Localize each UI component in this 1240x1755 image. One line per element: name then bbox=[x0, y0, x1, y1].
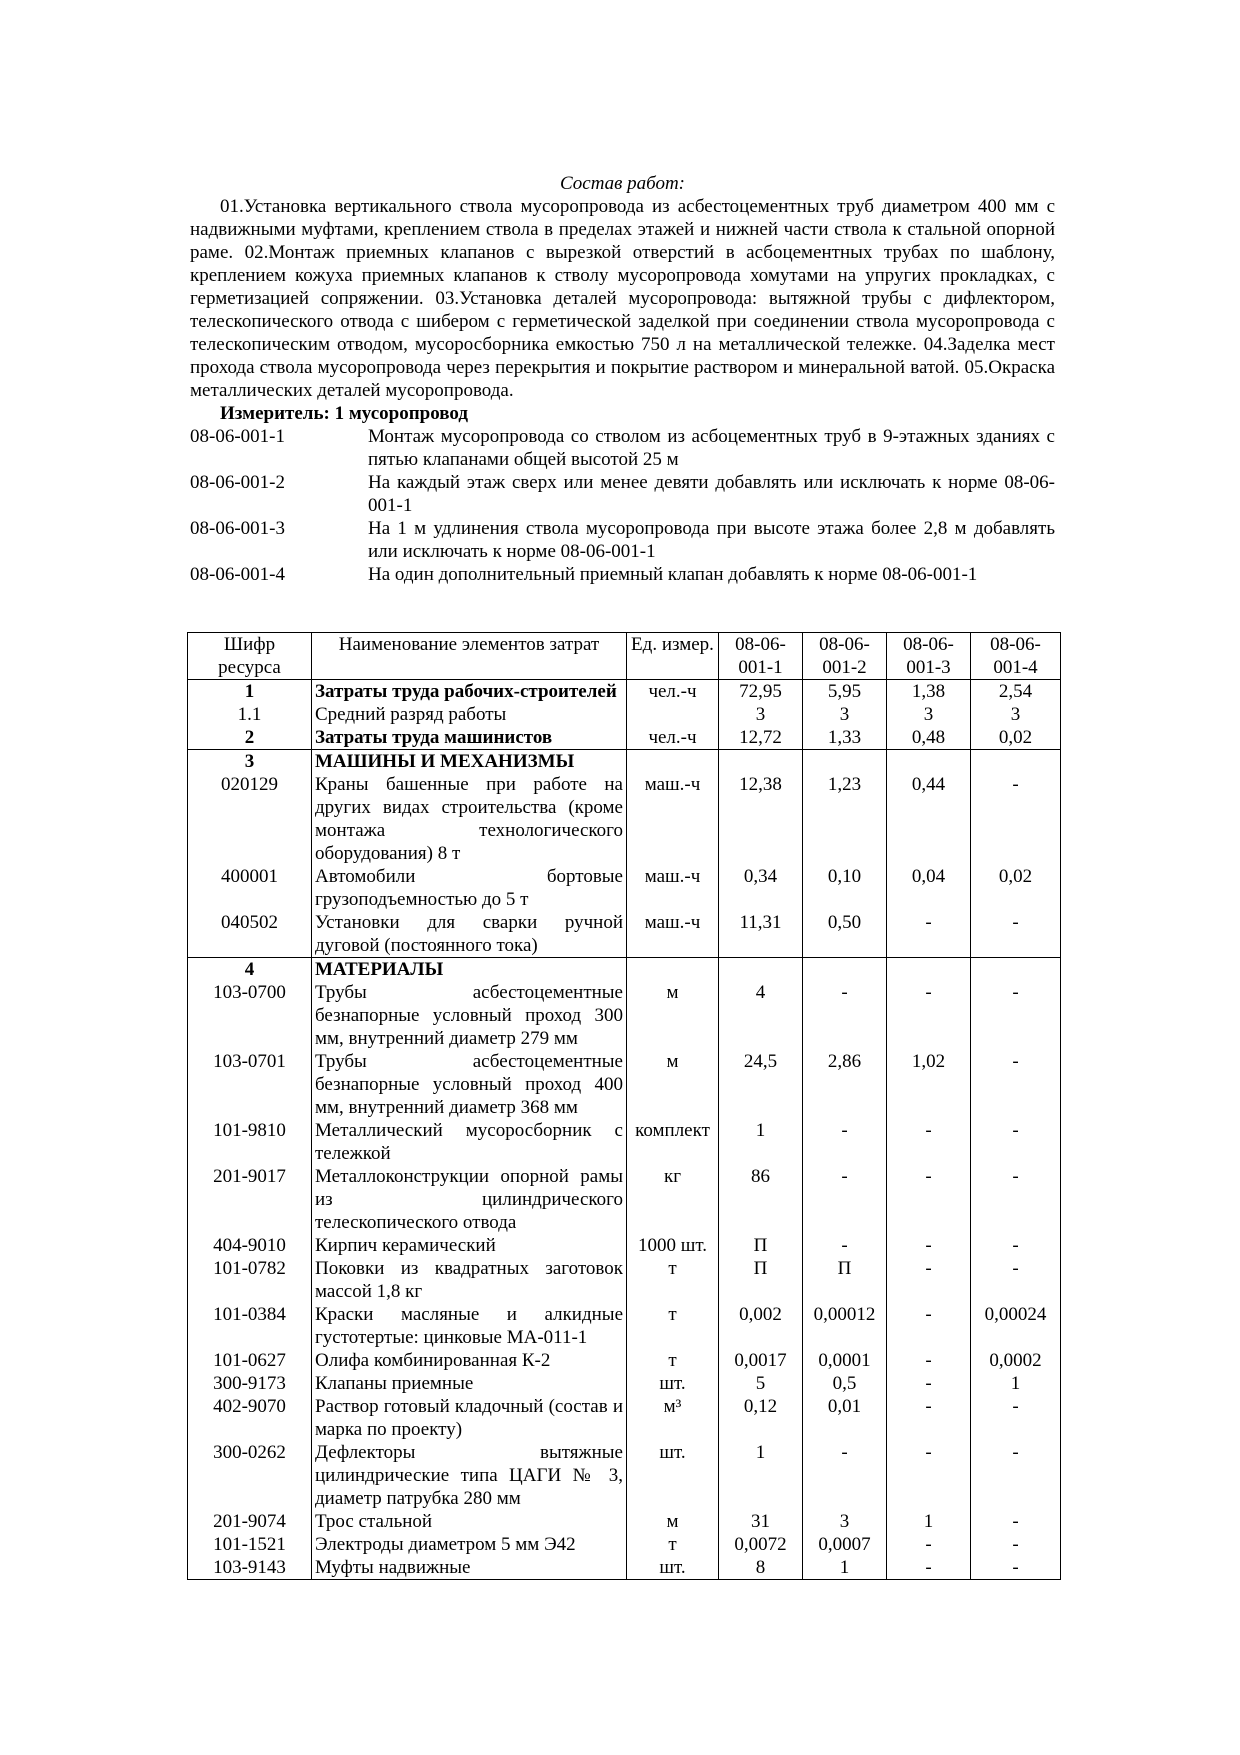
row-code: 3 bbox=[188, 750, 312, 774]
row-value-norm-1: 0,12 bbox=[719, 1395, 803, 1441]
row-value-norm-4: - bbox=[971, 1395, 1061, 1441]
row-name: Автомобили бортовые грузоподъемностью до 5 т bbox=[312, 865, 627, 911]
row-code: 101-0627 bbox=[188, 1349, 312, 1372]
table-header-row bbox=[188, 633, 1061, 680]
row-code: 404-9010 bbox=[188, 1234, 312, 1257]
norm-code: 08-06-001-4 bbox=[190, 564, 285, 585]
row-code: 103-0701 bbox=[188, 1050, 312, 1119]
row-code: 1.1 bbox=[188, 703, 312, 726]
row-value-norm-4: - bbox=[971, 1510, 1061, 1533]
row-name: Затраты труда рабочих-строителей bbox=[312, 680, 627, 704]
row-value-norm-2: 0,0007 bbox=[803, 1533, 887, 1556]
row-value-norm-4: - bbox=[971, 1441, 1061, 1510]
row-value-norm-1: 4 bbox=[719, 981, 803, 1050]
row-value-norm-1: 5 bbox=[719, 1372, 803, 1395]
norm-item bbox=[190, 425, 1055, 471]
resources-table bbox=[187, 632, 1061, 1580]
row-value-norm-1: 12,38 bbox=[719, 773, 803, 865]
row-name: Олифа комбинированная К-2 bbox=[312, 1349, 627, 1372]
row-value-norm-4: - bbox=[971, 1257, 1061, 1303]
table-row bbox=[188, 1441, 1061, 1510]
row-value-norm-3: - bbox=[887, 1234, 971, 1257]
row-value-norm-2: 0,50 bbox=[803, 911, 887, 958]
row-code: 1 bbox=[188, 680, 312, 704]
row-unit: маш.-ч bbox=[627, 773, 719, 865]
row-value-norm-2: 0,0001 bbox=[803, 1349, 887, 1372]
row-value-norm-1: П bbox=[719, 1234, 803, 1257]
row-value-norm-3: - bbox=[887, 1165, 971, 1234]
row-value-norm-3 bbox=[887, 958, 971, 982]
row-value-norm-3: - bbox=[887, 1349, 971, 1372]
row-value-norm-1 bbox=[719, 958, 803, 982]
row-code: 101-9810 bbox=[188, 1119, 312, 1165]
row-name: Краски масляные и алкидные густотертые: цинковые МА-011-1 bbox=[312, 1303, 627, 1349]
section-heading: Состав работ: bbox=[559, 173, 686, 194]
row-value-norm-2: 0,10 bbox=[803, 865, 887, 911]
table-row bbox=[188, 1050, 1061, 1119]
norm-text: На каждый этаж сверх или менее девяти добавлять или исключать к норме 08-06-001-1 bbox=[368, 472, 1055, 516]
row-code: 020129 bbox=[188, 773, 312, 865]
row-code: 300-0262 bbox=[188, 1441, 312, 1510]
row-value-norm-4: 0,0002 bbox=[971, 1349, 1061, 1372]
row-value-norm-1: 11,31 bbox=[719, 911, 803, 958]
table-row bbox=[188, 1234, 1061, 1257]
row-unit: м³ bbox=[627, 1395, 719, 1441]
row-unit bbox=[627, 703, 719, 726]
row-name: Трубы асбестоцементные безнапорные условный проход 300 мм, внутренний диаметр 279 мм bbox=[312, 981, 627, 1050]
row-value-norm-4 bbox=[971, 958, 1061, 982]
norm-code: 08-06-001-3 bbox=[190, 518, 285, 539]
row-value-norm-2: 3 bbox=[803, 1510, 887, 1533]
row-value-norm-2: 0,5 bbox=[803, 1372, 887, 1395]
row-value-norm-3: 1,02 bbox=[887, 1050, 971, 1119]
table-row bbox=[188, 1372, 1061, 1395]
row-value-norm-3 bbox=[887, 750, 971, 774]
row-name: Клапаны приемные bbox=[312, 1372, 627, 1395]
row-name: Дефлекторы вытяжные цилиндрические типа ЦАГИ № 3, диаметр патрубка 280 мм bbox=[312, 1441, 627, 1510]
row-value-norm-3: - bbox=[887, 1119, 971, 1165]
row-value-norm-4: - bbox=[971, 773, 1061, 865]
row-value-norm-1: 0,002 bbox=[719, 1303, 803, 1349]
table-row bbox=[188, 1165, 1061, 1234]
row-value-norm-4: - bbox=[971, 1165, 1061, 1234]
header-norm-4: 08-06-001-4 bbox=[971, 633, 1061, 680]
row-value-norm-3: 0,44 bbox=[887, 773, 971, 865]
row-value-norm-1: 0,34 bbox=[719, 865, 803, 911]
row-value-norm-2: 0,00012 bbox=[803, 1303, 887, 1349]
row-value-norm-2: П bbox=[803, 1257, 887, 1303]
row-name: МАТЕРИАЛЫ bbox=[312, 958, 627, 982]
header-code: Шифр ресурса bbox=[188, 633, 312, 680]
row-code: 103-0700 bbox=[188, 981, 312, 1050]
row-value-norm-4: 2,54 bbox=[971, 680, 1061, 704]
table-row bbox=[188, 1303, 1061, 1349]
row-value-norm-3: 0,04 bbox=[887, 865, 971, 911]
row-value-norm-4: - bbox=[971, 1533, 1061, 1556]
row-code: 103-9143 bbox=[188, 1556, 312, 1580]
row-name: Средний разряд работы bbox=[312, 703, 627, 726]
row-value-norm-1: 8 bbox=[719, 1556, 803, 1580]
row-code: 040502 bbox=[188, 911, 312, 958]
table-row bbox=[188, 981, 1061, 1050]
row-unit bbox=[627, 958, 719, 982]
norm-code: 08-06-001-1 bbox=[190, 426, 285, 447]
row-unit: маш.-ч bbox=[627, 865, 719, 911]
row-value-norm-3: - bbox=[887, 1533, 971, 1556]
row-value-norm-2: - bbox=[803, 1234, 887, 1257]
row-value-norm-2: 5,95 bbox=[803, 680, 887, 704]
row-unit: комплект bbox=[627, 1119, 719, 1165]
row-value-norm-1: 72,95 bbox=[719, 680, 803, 704]
row-value-norm-3: 1 bbox=[887, 1510, 971, 1533]
row-code: 201-9074 bbox=[188, 1510, 312, 1533]
header-norm-2: 08-06-001-2 bbox=[803, 633, 887, 680]
row-name: Поковки из квадратных заготовок массой 1,8 кг bbox=[312, 1257, 627, 1303]
row-code: 402-9070 bbox=[188, 1395, 312, 1441]
row-value-norm-1: 0,0072 bbox=[719, 1533, 803, 1556]
row-name: Затраты труда машинистов bbox=[312, 726, 627, 750]
row-name: Металлоконструкции опорной рамы из цилиндрического телескопического отвода bbox=[312, 1165, 627, 1234]
norm-item bbox=[190, 517, 1055, 563]
row-value-norm-4: 0,02 bbox=[971, 865, 1061, 911]
row-unit: т bbox=[627, 1303, 719, 1349]
work-description: 01.Установка вертикального ствола мусоропровода из асбестоцементных труб диаметром 400 мм с надвижными муфтами, креплением ствола в пределах этажей и нижней части ствола к стальной опорной раме. 02.Монтаж приемных клапанов с вырезкой отверстий в асбоцементных трубах по шаблону, креплением кожуха приемных клапанов к стволу мусоропровода хомутами на упругих прокладках, с герметизацией сопряжении. 03.Установка деталей мусоропровода: вытяжной трубы с дифлектором, телескопического отвода с шибером с герметической заделкой при соединении ствола мусоропровода с телескопическим отводом, мусоросборника емкостью 750 л на металлической тележке. 04.Заделка мест прохода ствола мусоропровода через перекрытия и покрытие раствором и минеральной ватой. 05.Окраска металлических деталей мусоропровода. bbox=[190, 196, 1055, 401]
row-value-norm-1: 86 bbox=[719, 1165, 803, 1234]
row-value-norm-4 bbox=[971, 750, 1061, 774]
row-code: 201-9017 bbox=[188, 1165, 312, 1234]
table-group bbox=[188, 958, 1061, 1580]
row-code: 101-0782 bbox=[188, 1257, 312, 1303]
row-name: Трубы асбестоцементные безнапорные условный проход 400 мм, внутренний диаметр 368 мм bbox=[312, 1050, 627, 1119]
row-unit: т bbox=[627, 1533, 719, 1556]
table-row bbox=[188, 703, 1061, 726]
row-value-norm-1 bbox=[719, 750, 803, 774]
table-row bbox=[188, 1556, 1061, 1580]
row-name: Электроды диаметром 5 мм Э42 bbox=[312, 1533, 627, 1556]
header-name: Наименование элементов затрат bbox=[312, 633, 627, 680]
row-value-norm-2: 1,33 bbox=[803, 726, 887, 750]
row-unit bbox=[627, 750, 719, 774]
row-value-norm-4: - bbox=[971, 911, 1061, 958]
row-value-norm-4: - bbox=[971, 1050, 1061, 1119]
row-value-norm-4: - bbox=[971, 1234, 1061, 1257]
row-value-norm-4: 1 bbox=[971, 1372, 1061, 1395]
row-name: Муфты надвижные bbox=[312, 1556, 627, 1580]
row-unit: чел.-ч bbox=[627, 726, 719, 750]
row-value-norm-2: - bbox=[803, 1441, 887, 1510]
row-value-norm-1: 24,5 bbox=[719, 1050, 803, 1119]
row-value-norm-2: 1 bbox=[803, 1556, 887, 1580]
row-value-norm-2 bbox=[803, 750, 887, 774]
norm-item bbox=[190, 563, 1055, 586]
row-value-norm-4: 3 bbox=[971, 703, 1061, 726]
row-unit: 1000 шт. bbox=[627, 1234, 719, 1257]
row-value-norm-2: - bbox=[803, 1165, 887, 1234]
table-row bbox=[188, 773, 1061, 865]
table-row bbox=[188, 911, 1061, 958]
row-value-norm-3: 3 bbox=[887, 703, 971, 726]
row-unit: м bbox=[627, 1510, 719, 1533]
row-code: 2 bbox=[188, 726, 312, 750]
row-unit: м bbox=[627, 981, 719, 1050]
row-unit: т bbox=[627, 1257, 719, 1303]
norm-item bbox=[190, 471, 1055, 517]
row-value-norm-1: 0,0017 bbox=[719, 1349, 803, 1372]
header-norm-1: 08-06-001-1 bbox=[719, 633, 803, 680]
row-value-norm-3: - bbox=[887, 1556, 971, 1580]
row-value-norm-2: - bbox=[803, 1119, 887, 1165]
row-unit: т bbox=[627, 1349, 719, 1372]
row-value-norm-3: - bbox=[887, 1372, 971, 1395]
row-unit: шт. bbox=[627, 1556, 719, 1580]
row-value-norm-1: 12,72 bbox=[719, 726, 803, 750]
row-value-norm-3: - bbox=[887, 1257, 971, 1303]
row-value-norm-3: - bbox=[887, 1303, 971, 1349]
row-name: Кирпич керамический bbox=[312, 1234, 627, 1257]
row-value-norm-2 bbox=[803, 958, 887, 982]
row-unit: чел.-ч bbox=[627, 680, 719, 704]
row-name: Трос стальной bbox=[312, 1510, 627, 1533]
row-value-norm-3: 1,38 bbox=[887, 680, 971, 704]
row-value-norm-3: - bbox=[887, 981, 971, 1050]
norm-list bbox=[190, 425, 1055, 586]
row-value-norm-3: - bbox=[887, 1395, 971, 1441]
row-value-norm-1: 31 bbox=[719, 1510, 803, 1533]
row-value-norm-1: 3 bbox=[719, 703, 803, 726]
row-value-norm-2: 1,23 bbox=[803, 773, 887, 865]
table-row bbox=[188, 1119, 1061, 1165]
row-value-norm-4: 0,02 bbox=[971, 726, 1061, 750]
table-row bbox=[188, 1395, 1061, 1441]
row-name: Металлический мусоросборник с тележкой bbox=[312, 1119, 627, 1165]
row-value-norm-4: - bbox=[971, 981, 1061, 1050]
row-code: 400001 bbox=[188, 865, 312, 911]
row-value-norm-3: 0,48 bbox=[887, 726, 971, 750]
table-row bbox=[188, 1349, 1061, 1372]
table-row bbox=[188, 726, 1061, 750]
norm-text: На один дополнительный приемный клапан добавлять к норме 08-06-001-1 bbox=[368, 564, 978, 585]
row-value-norm-4: - bbox=[971, 1119, 1061, 1165]
table-row bbox=[188, 865, 1061, 911]
row-value-norm-2: 0,01 bbox=[803, 1395, 887, 1441]
row-name: МАШИНЫ И МЕХАНИЗМЫ bbox=[312, 750, 627, 774]
header-norm-3: 08-06-001-3 bbox=[887, 633, 971, 680]
row-value-norm-4: - bbox=[971, 1556, 1061, 1580]
section-title-row bbox=[188, 958, 1061, 982]
measure-unit: Измеритель: 1 мусоропровод bbox=[220, 403, 468, 424]
row-value-norm-2: 2,86 bbox=[803, 1050, 887, 1119]
row-value-norm-2: - bbox=[803, 981, 887, 1050]
row-code: 101-0384 bbox=[188, 1303, 312, 1349]
row-code: 4 bbox=[188, 958, 312, 982]
row-value-norm-1: 1 bbox=[719, 1441, 803, 1510]
table-row bbox=[188, 1257, 1061, 1303]
table-row bbox=[188, 680, 1061, 704]
row-value-norm-3: - bbox=[887, 911, 971, 958]
row-value-norm-2: 3 bbox=[803, 703, 887, 726]
table-group bbox=[188, 680, 1061, 750]
table-group bbox=[188, 750, 1061, 958]
row-value-norm-1: 1 bbox=[719, 1119, 803, 1165]
row-unit: шт. bbox=[627, 1441, 719, 1510]
norm-text: На 1 м удлинения ствола мусоропровода при высоте этажа более 2,8 м добавлять или исключать к норме 08-06-001-1 bbox=[368, 518, 1055, 562]
document-text bbox=[190, 172, 1055, 586]
row-code: 101-1521 bbox=[188, 1533, 312, 1556]
norm-code: 08-06-001-2 bbox=[190, 472, 285, 493]
row-name: Установки для сварки ручной дуговой (постоянного тока) bbox=[312, 911, 627, 958]
row-value-norm-3: - bbox=[887, 1441, 971, 1510]
row-unit: шт. bbox=[627, 1372, 719, 1395]
table-row bbox=[188, 1533, 1061, 1556]
row-unit: маш.-ч bbox=[627, 911, 719, 958]
section-title-row bbox=[188, 750, 1061, 774]
row-value-norm-4: 0,00024 bbox=[971, 1303, 1061, 1349]
row-name: Краны башенные при работе на других видах строительства (кроме монтажа технологического оборудования) 8 т bbox=[312, 773, 627, 865]
row-unit: м bbox=[627, 1050, 719, 1119]
table-row bbox=[188, 1510, 1061, 1533]
row-unit: кг bbox=[627, 1165, 719, 1234]
row-value-norm-1: П bbox=[719, 1257, 803, 1303]
header-unit: Ед. измер. bbox=[627, 633, 719, 680]
row-name: Раствор готовый кладочный (состав и марка по проекту) bbox=[312, 1395, 627, 1441]
row-code: 300-9173 bbox=[188, 1372, 312, 1395]
norm-text: Монтаж мусоропровода со стволом из асбоцементных труб в 9-этажных зданиях с пятью клапанами общей высотой 25 м bbox=[368, 426, 1055, 470]
